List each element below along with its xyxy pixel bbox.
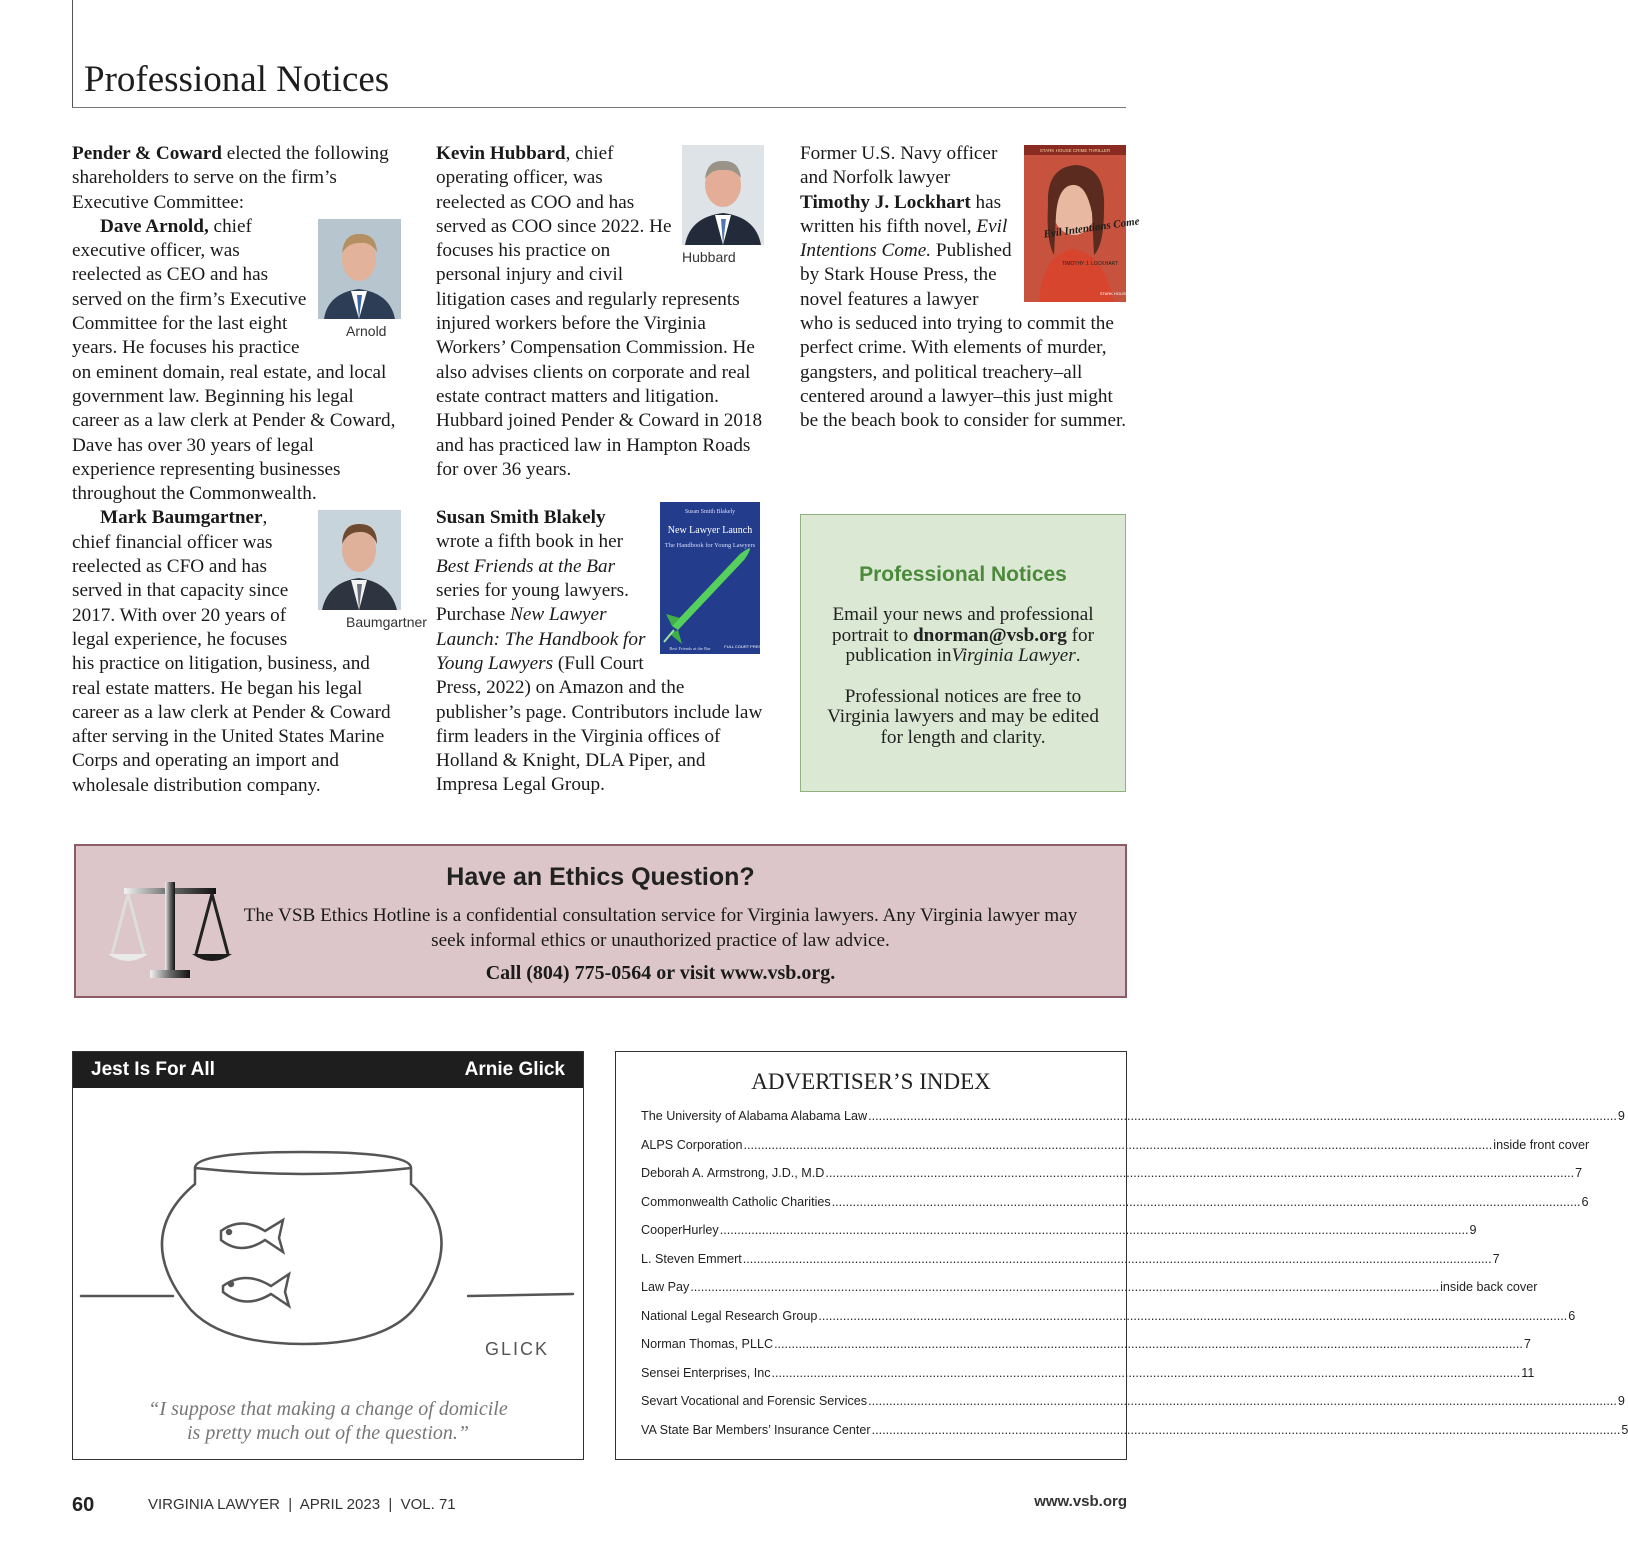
advertiser-row[interactable]: Law Pay ..... inside back cover [641, 1280, 1089, 1309]
email-link[interactable]: dnorman@vsb.org [913, 624, 1067, 646]
cartoon-jest-is-for-all [72, 1051, 584, 1460]
arnold-caption: Arnold [346, 322, 387, 339]
baumgartner-photo [318, 510, 401, 610]
hubbard-photo-figure [682, 145, 764, 265]
novel-series: STARK HOUSE CRIME THRILLER [1039, 148, 1111, 153]
book-cover-figure [660, 502, 764, 654]
advertiser-row[interactable]: Sevart Vocational and Forensic Services ..... 9 [641, 1394, 1089, 1423]
professional-notices-box [800, 514, 1126, 792]
website-link[interactable]: www.vsb.org [1034, 1493, 1127, 1510]
arnold-paragraph: Arnold Dave Arnold, chief executive officer, was reelected as CEO and has served on the firm’s Executive Committee for the last eight years. He focuses his practice on eminent domain, real estate, and local government law. Beginning his legal career as a law clerk at Pender & Coward, Dave has over 30 years of legal experience representing businesses throughout the Commonwealth. [72, 215, 398, 507]
book-series: Best Friends at the Bar [669, 646, 711, 652]
fishbowl-cartoon-drawing [73, 1088, 583, 1388]
notices-box-submission: Email your news and professional portrait to dnorman@vsb.org for publication inVirginia Lawyer. [832, 604, 1094, 666]
ethics-call-to-action[interactable]: Call (804) 775-0564 or visit www.vsb.org. [485, 962, 836, 984]
advertiser-row[interactable]: CooperHurley ..... 9 [641, 1223, 1089, 1252]
advertisers-list [641, 1109, 1628, 1451]
hubbard-photo [682, 145, 764, 245]
arnold-photo [318, 219, 401, 319]
ethics-description: The VSB Ethics Hotline is a confidential consultation service for Virginia lawyers. Any Virginia lawyer may seek informal ethics or unauthorized practice of law advice. [243, 905, 1078, 951]
novel-publisher: STARK HOUSE [1099, 291, 1129, 296]
arnold-name: Dave Arnold, [100, 215, 209, 237]
advertisers-index-title: ADVERTISER’S INDEX [751, 1069, 991, 1094]
advertisers-index [615, 1051, 1628, 1460]
ethics-title: Have an Ethics Question? [446, 863, 755, 891]
advertiser-row[interactable]: L. Steven Emmert ..... 7 [641, 1252, 1089, 1281]
advertiser-row[interactable]: Sensei Enterprises, Inc ..... 11 [641, 1366, 1089, 1395]
novel-author: TIMOTHY J. LOCKHART [1061, 261, 1119, 267]
cartoon-artist: Arnie Glick [464, 1059, 565, 1080]
cartoon-caption: “I suppose that making a change of domicile is pretty much out of the question.” [148, 1398, 508, 1444]
lockhart-name: Timothy J. Lockhart [800, 191, 971, 213]
header-rule [72, 107, 1126, 108]
advertiser-row[interactable]: VA State Bar Members’ Insurance Center ..... 5 [641, 1423, 1089, 1452]
novel-name: Evil Intentions Come. [800, 215, 1008, 262]
baumgartner-photo-figure [318, 510, 427, 631]
advertiser-row[interactable]: Deborah A. Armstrong, J.D., M.D ..... 7 [641, 1166, 1089, 1195]
book-title: New Lawyer Launch [667, 525, 753, 537]
book-cover-new-lawyer-launch [660, 502, 764, 654]
page-title: Professional Notices [84, 59, 390, 100]
lockhart-paragraph: STARK HOUSE CRIME THRILLER Evil Intentions Come TIMOTHY J. LOCKHART STARK HOUSE Former U.S. Navy officer and Norfolk lawyer Timothy J. Lockhart has written his fifth novel, Evil Intentions Come. Published by Stark House Press, the novel features a lawyer who is seduced into trying to commit the perfect crime. With elements of murder, gangsters, and political treachery–all centered around a lawyer–this just might be the beach book to consider for summer. [800, 143, 1141, 432]
book-author: Susan Smith Blakely [684, 509, 736, 516]
blakely-name: Susan Smith Blakely [436, 507, 606, 529]
blakely-paragraph: Susan Smith Blakely New Lawyer Launch The Handbook for Young Lawyers Best Friends at the Bar FULL COURT PRESS Susan Smith Blakely wrote a fifth book in her Best Friends at the Bar series for young lawyers. Purchase New Lawyer Launch: The Handbook for Young Lawyers (Full Court Press, 2022) on Amazon and the publisher’s page. Contributors include law firm leaders in the Virginia offices of Holland & Knight, DLA Piper, and Impresa Legal Group. [436, 506, 766, 798]
novel-cover-evil-intentions-come [1024, 145, 1141, 302]
advertiser-row[interactable]: ALPS Corporation ..... inside front cover [641, 1138, 1089, 1167]
ethics-hotline-box [74, 844, 1127, 998]
book-subtitle: The Handbook for Young Lawyers [664, 542, 756, 550]
notices-box-terms: Professional notices are free to Virginia lawyers and may be edited for length and clarity. [827, 685, 1099, 748]
notices-box-title: Professional Notices [859, 563, 1067, 586]
book-publisher: FULL COURT PRESS [724, 644, 764, 650]
hubbard-paragraph: Hubbard Kevin Hubbard, chief operating officer, was reelected as COO and has served as COO since 2022. He focuses his practice on personal injury and civil litigation cases and regularly represents injured workers before the Virginia Workers’ Compensation Commission. He also advises clients on corporate and real estate contract matters and litigation. Hubbard joined Pender & Coward in 2018 and has practiced law in Hampton Roads for over 36 years. [436, 143, 763, 480]
column-pender-coward [72, 142, 427, 798]
baumgartner-caption: Baumgartner [346, 614, 427, 631]
cartoon-signature: GLICK [485, 1339, 550, 1359]
hubbard-caption: Hubbard [682, 249, 736, 265]
cartoon-series-title: Jest Is For All [91, 1059, 215, 1080]
advertiser-row[interactable]: The University of Alabama Alabama Law ..... 9 [641, 1109, 1089, 1138]
advertiser-row[interactable]: National Legal Research Group ..... 6 [641, 1309, 1089, 1338]
cartoon-header [73, 1052, 583, 1088]
hubbard-name: Kevin Hubbard [436, 143, 566, 164]
baumgartner-name: Mark Baumgartner [100, 507, 263, 529]
column-hubbard-blakely [436, 142, 766, 798]
publication-info: VIRGINIA LAWYER | APRIL 2023 | VOL. 71 [148, 1496, 456, 1513]
column-lockhart [800, 142, 1141, 434]
advertiser-row[interactable]: Norman Thomas, PLLC ..... 7 [641, 1337, 1089, 1366]
advertiser-row[interactable]: Commonwealth Catholic Charities ..... 6 [641, 1195, 1089, 1224]
baumgartner-paragraph: Baumgartner Mark Baumgartner, chief financial officer was reelected as CFO and has served in that capacity since 2017. With over 20 years of legal experience, he focuses his practice on litigation, business, and real estate matters. He began his legal career as a law clerk at Pender & Coward after serving in the United States Marine Corps and operating an import and wholesale distribution company. [72, 507, 427, 796]
page-number: 60 [72, 1494, 95, 1516]
header-left-rule [72, 0, 73, 108]
firm-name: Pender & Coward [72, 143, 222, 164]
scales-of-justice-icon [106, 882, 236, 982]
arnold-photo-figure [318, 219, 401, 339]
intro-paragraph: Pender & Coward elected the following shareholders to serve on the firm’s Executive Committee: [72, 143, 389, 213]
novel-title: Evil Intentions Come [1042, 215, 1141, 241]
novel-cover-figure [1024, 145, 1141, 302]
